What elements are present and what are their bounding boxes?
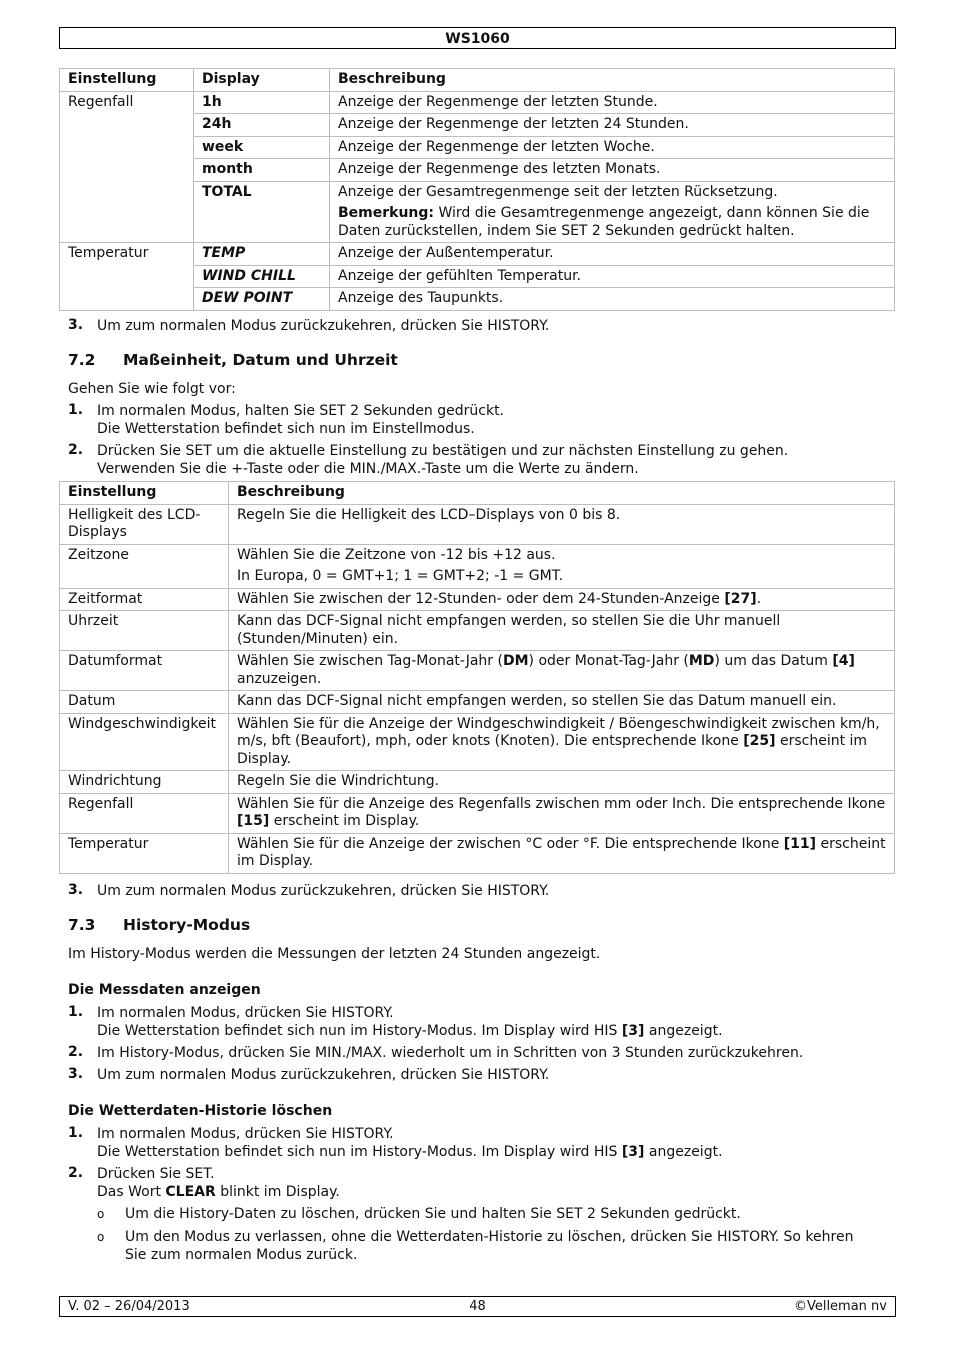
- reference-number: [25]: [743, 733, 776, 749]
- setting-cell: Uhrzeit: [60, 611, 229, 651]
- bullet-text: Um die History-Daten zu löschen, drücken Sie und halten Sie SET 2 Sekunden gedrückt.: [125, 1206, 741, 1222]
- table-header-row: [60, 482, 895, 505]
- step-text: Drücken Sie SET um die aktuelle Einstellung zu bestätigen und zur nächsten Einstellung zu gehen.: [97, 443, 789, 459]
- format-code: MD: [688, 653, 715, 669]
- step-text: Um zum normalen Modus zurückzukehren, drücken Sie HISTORY.: [97, 883, 550, 899]
- display-cell: DEW POINT: [194, 288, 330, 311]
- bullet-text: Um den Modus zu verlassen, ohne die Wetterdaten-Historie zu löschen, drücken Sie HISTORY. So kehren Sie zum normalen Modus zurück.: [125, 1229, 854, 1263]
- step-text: Die Wetterstation befindet sich nun im Einstellmodus.: [97, 421, 475, 437]
- setting-cell: Windrichtung: [60, 771, 229, 794]
- description-cell: Regeln Sie die Windrichtung.: [229, 771, 895, 794]
- step-number: 1.: [68, 402, 84, 418]
- setting-cell: Windgeschwindigkeit: [60, 713, 229, 771]
- description-cell: Anzeige der Regenmenge der letzten Woche.: [330, 136, 895, 159]
- description-cell: Anzeige des Taupunkts.: [330, 288, 895, 311]
- reference-number: [3]: [621, 1144, 645, 1160]
- step-number: 2.: [68, 1165, 84, 1181]
- description-text: Anzeige der Gesamtregenmenge seit der letzten Rücksetzung.: [338, 183, 778, 200]
- note-text: [338, 205, 886, 240]
- description-text: Wählen Sie für die Anzeige der zwischen °C oder °F. Die entsprechende Ikone: [237, 835, 784, 852]
- column-header: Beschreibung: [229, 482, 895, 505]
- description-cell: Regeln Sie die Helligkeit des LCD–Displays von 0 bis 8.: [229, 504, 895, 544]
- description-text: anzuzeigen.: [237, 670, 322, 687]
- page-number: 48: [469, 1299, 486, 1314]
- step-number: 3.: [68, 882, 84, 898]
- description-text: ) um das Datum: [714, 653, 833, 669]
- display-cell: 24h: [194, 114, 330, 137]
- setting-cell: Regenfall: [60, 91, 194, 243]
- description-text: ) oder Monat-Tag-Jahr (: [528, 653, 689, 669]
- description-cell: [229, 833, 895, 873]
- description-text: Wählen Sie die Zeitzone von -12 bis +12 aus.: [237, 546, 556, 563]
- step-text-part: angezeigt.: [644, 1023, 723, 1039]
- display-cell: TEMP: [194, 243, 330, 266]
- column-header: Beschreibung: [330, 69, 895, 92]
- display-cell: week: [194, 136, 330, 159]
- document-title: WS1060: [445, 31, 510, 47]
- setting-cell: Temperatur: [60, 243, 194, 311]
- step-text: Im normalen Modus, halten Sie SET 2 Sekunden gedrückt.: [97, 403, 505, 419]
- column-header: Einstellung: [60, 482, 229, 505]
- settings-table: [59, 481, 895, 874]
- table-row: [60, 713, 895, 771]
- setting-cell: Regenfall: [60, 793, 229, 833]
- step-number: 3.: [68, 1066, 84, 1082]
- step-text: Verwenden Sie die +-Taste oder die MIN./MAX.-Taste um die Werte zu ändern.: [97, 461, 639, 477]
- copyright: ©Velleman nv: [793, 1299, 887, 1314]
- description-text: .: [756, 590, 762, 607]
- display-cell: TOTAL: [194, 181, 330, 243]
- table-row: [60, 833, 895, 873]
- step-number: 2.: [68, 1044, 84, 1060]
- description-text: Wählen Sie für die Anzeige des Regenfalls zwischen mm oder Inch. Die entsprechende Ikone: [237, 795, 886, 812]
- step-number: 2.: [68, 442, 84, 458]
- format-code: DM: [502, 653, 529, 669]
- description-cell: Kann das DCF-Signal nicht empfangen werden, so stellen Sie die Uhr manuell (Stunden/Minuten) ein.: [229, 611, 895, 651]
- table-row: [60, 91, 895, 114]
- setting-cell: Datum: [60, 691, 229, 714]
- table-header-row: [60, 69, 895, 92]
- table-row: [60, 611, 895, 651]
- table-row: [60, 243, 895, 266]
- description-cell: [229, 588, 895, 611]
- page-header: [59, 27, 896, 49]
- description-text: erscheint im Display.: [269, 813, 420, 829]
- table-row: [60, 504, 895, 544]
- step-number: 1.: [68, 1125, 84, 1141]
- step-number: 1.: [68, 1004, 84, 1020]
- step-text: Um zum normalen Modus zurückzukehren, drücken Sie HISTORY.: [97, 318, 550, 334]
- step-text: Im normalen Modus, drücken Sie HISTORY.: [97, 1126, 394, 1142]
- table-row: [60, 793, 895, 833]
- column-header: Einstellung: [60, 69, 194, 92]
- table-row: [60, 691, 895, 714]
- step-text-part: Die Wetterstation befindet sich nun im History-Modus. Im Display wird HIS: [97, 1023, 622, 1039]
- reference-number: [3]: [621, 1023, 645, 1039]
- setting-cell: Zeitzone: [60, 544, 229, 588]
- description-cell: [229, 544, 895, 588]
- description-cell: Anzeige der Regenmenge der letzten Stunde.: [330, 91, 895, 114]
- section-title: History-Modus: [123, 916, 251, 934]
- setting-cell: Helligkeit des LCD-Displays: [60, 504, 229, 544]
- rain-temp-display-table: [59, 68, 895, 311]
- description-text: Wählen Sie zwischen Tag-Monat-Jahr (: [237, 653, 503, 669]
- note-label: Bemerkung:: [338, 205, 435, 221]
- intro-text: Im History-Modus werden die Messungen der letzten 24 Stunden angezeigt.: [68, 946, 601, 962]
- reference-number: [4]: [832, 653, 855, 669]
- subsection-heading: Die Wetterdaten-Historie löschen: [68, 1103, 333, 1119]
- step-text: Im normalen Modus, drücken Sie HISTORY.: [97, 1005, 394, 1021]
- reference-number: [15]: [237, 813, 270, 829]
- description-cell: Anzeige der gefühlten Temperatur.: [330, 265, 895, 288]
- step-text-part: blinkt im Display.: [215, 1184, 340, 1200]
- step-text: Drücken Sie SET.: [97, 1166, 215, 1182]
- table-row: [60, 544, 895, 588]
- table-row: [60, 771, 895, 794]
- description-text: Wählen Sie für die Anzeige der Windgeschwindigkeit / Böengeschwindigkeit zwischen km/h, m/s, bft (Beaufort), mph, oder knots (Knoten). Die entsprechende Ikone: [237, 715, 880, 749]
- step-text-part: Die Wetterstation befindet sich nun im History-Modus. Im Display wird HIS: [97, 1144, 622, 1160]
- version-date: V. 02 – 26/04/2013: [68, 1299, 190, 1314]
- bullet-circle-icon: o: [97, 1207, 105, 1221]
- table-row: [60, 588, 895, 611]
- description-text: erscheint im Display.: [237, 733, 868, 767]
- bullet-circle-icon: o: [97, 1230, 105, 1244]
- display-cell: month: [194, 159, 330, 182]
- page-footer: [59, 1296, 896, 1317]
- description-cell: Anzeige der Regenmenge des letzten Monats.: [330, 159, 895, 182]
- description-cell: Anzeige der Regenmenge der letzten 24 Stunden.: [330, 114, 895, 137]
- description-text: In Europa, 0 = GMT+1; 1 = GMT+2; -1 = GMT.: [237, 568, 564, 584]
- step-text-part: angezeigt.: [644, 1144, 723, 1160]
- step-text: Im History-Modus, drücken Sie MIN./MAX. wiederholt um in Schritten von 3 Stunden zurückzukehren.: [97, 1045, 804, 1061]
- description-cell: [229, 713, 895, 771]
- step-text: [97, 1143, 723, 1161]
- description-cell: [229, 651, 895, 691]
- subsection-heading: Die Messdaten anzeigen: [68, 982, 261, 998]
- setting-cell: Zeitformat: [60, 588, 229, 611]
- display-cell: WIND CHILL: [194, 265, 330, 288]
- column-header: Display: [194, 69, 330, 92]
- section-title: Maßeinheit, Datum und Uhrzeit: [123, 351, 398, 369]
- step-text-part: Das Wort: [97, 1184, 166, 1200]
- section-heading: [68, 351, 398, 369]
- description-cell: [229, 793, 895, 833]
- keyword-clear: CLEAR: [165, 1184, 216, 1200]
- description-cell: Kann das DCF-Signal nicht empfangen werden, so stellen Sie das Datum manuell ein.: [229, 691, 895, 714]
- reference-number: [11]: [783, 835, 817, 852]
- table-row: [60, 651, 895, 691]
- step-number: 3.: [68, 317, 84, 333]
- section-heading: [68, 916, 250, 934]
- display-cell: 1h: [194, 91, 330, 114]
- step-text: [97, 1183, 340, 1201]
- step-text: [97, 1022, 723, 1040]
- setting-cell: Datumformat: [60, 651, 229, 691]
- description-cell: [330, 181, 895, 243]
- description-text: erscheint im Display.: [237, 835, 886, 869]
- intro-text: Gehen Sie wie folgt vor:: [68, 381, 236, 397]
- step-text: Um zum normalen Modus zurückzukehren, drücken Sie HISTORY.: [97, 1067, 550, 1083]
- section-number: 7.2: [68, 351, 96, 369]
- setting-cell: Temperatur: [60, 833, 229, 873]
- description-cell: Anzeige der Außentemperatur.: [330, 243, 895, 266]
- section-number: 7.3: [68, 916, 96, 934]
- note-body: Wird die Gesamtregenmenge angezeigt, dann können Sie die Daten zurückstellen, indem Sie SET 2 Sekunden gedrückt halten.: [338, 205, 870, 239]
- reference-number: [27]: [724, 590, 757, 607]
- description-text: Wählen Sie zwischen der 12-Stunden- oder dem 24-Stunden-Anzeige: [237, 590, 725, 607]
